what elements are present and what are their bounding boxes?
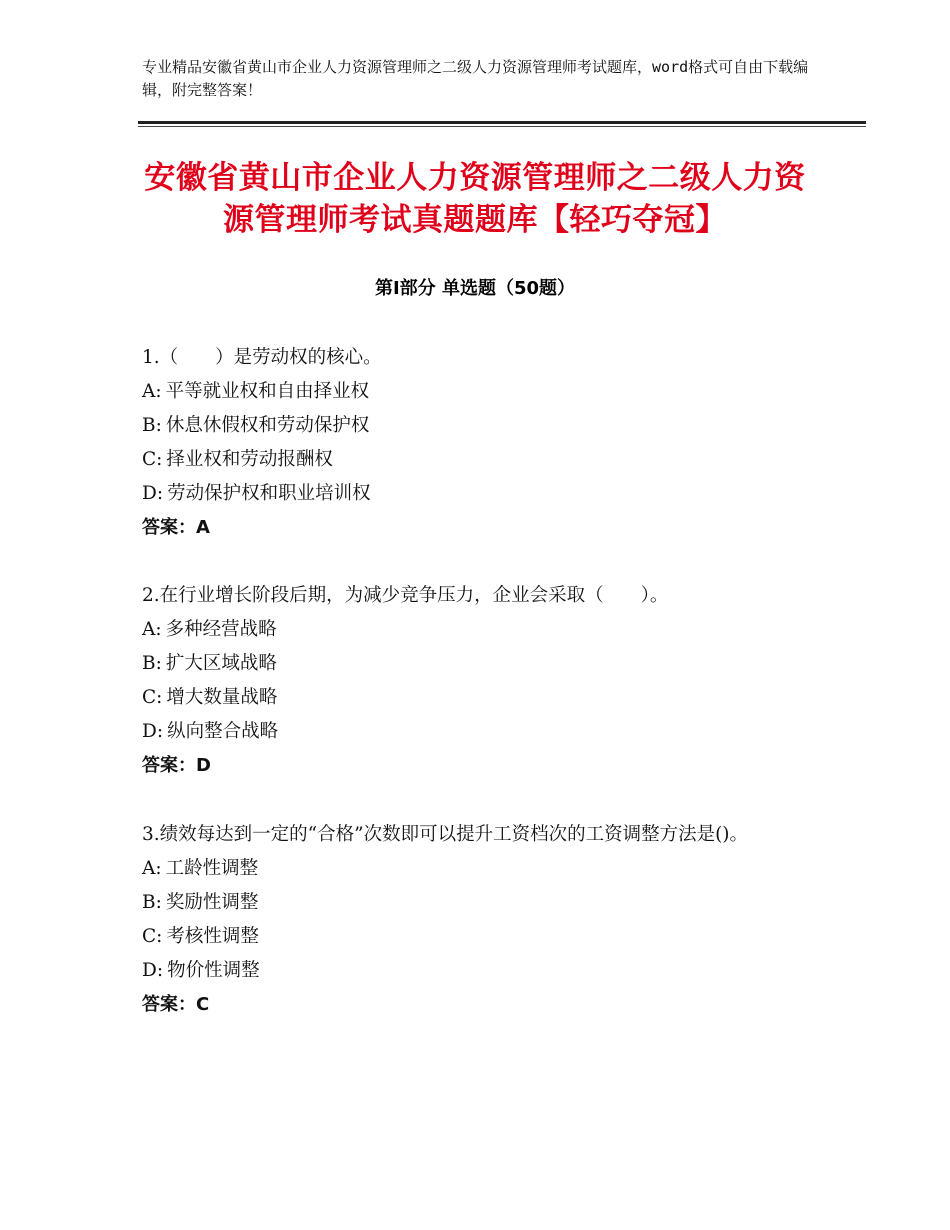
answer: 答案：D (142, 755, 211, 776)
option-text: 多种经营战略 (165, 619, 277, 640)
option-b (142, 886, 812, 920)
section-title: 第Ⅰ部分 单选题（50题） (374, 278, 575, 299)
option-text: 择业权和劳动报酬权 (166, 449, 333, 470)
option-a (142, 852, 812, 886)
option-a (142, 375, 812, 409)
option-letter: A: (142, 858, 162, 879)
option-text: 增大数量战略 (166, 687, 278, 708)
option-letter: D: (142, 721, 164, 742)
option-letter: C: (142, 926, 163, 947)
option-text: 休息休假权和劳动保护权 (165, 415, 370, 436)
option-letter: B: (142, 892, 162, 913)
document-title: 安徽省黄山市企业人力资源管理师之二级人力资源管理师考试真题题库【轻巧夺冠】 (144, 160, 806, 238)
question-stem: 3.绩效每达到一定的“合格”次数即可以提升工资档次的工资调整方法是()。 (142, 824, 749, 845)
question-3 (142, 818, 812, 1022)
option-b (142, 409, 812, 443)
option-letter: A: (142, 619, 162, 640)
option-text: 考核性调整 (166, 926, 259, 947)
option-letter: D: (142, 483, 164, 504)
header-divider-thin (138, 126, 866, 127)
option-letter: B: (142, 415, 162, 436)
header-note: 专业精品安徽省黄山市企业人力资源管理师之二级人力资源管理师考试题库，word格式可自由下载编辑，附完整答案！ (142, 58, 809, 99)
option-d (142, 715, 812, 749)
option-letter: C: (142, 449, 163, 470)
option-letter: D: (142, 960, 164, 981)
question-stem: 2.在行业增长阶段后期，为减少竞争压力，企业会采取（ ）。 (142, 585, 669, 606)
option-c (142, 443, 812, 477)
header-divider-thick (138, 121, 866, 124)
option-text: 工龄性调整 (165, 858, 259, 879)
option-text: 平等就业权和自由择业权 (165, 381, 370, 402)
answer: 答案：A (142, 517, 210, 538)
option-d (142, 954, 812, 988)
option-c (142, 920, 812, 954)
option-letter: C: (142, 687, 163, 708)
option-text: 物价性调整 (167, 960, 260, 981)
option-b (142, 647, 812, 681)
option-text: 劳动保护权和职业培训权 (167, 483, 371, 504)
option-letter: B: (142, 653, 162, 674)
option-d (142, 477, 812, 511)
option-text: 扩大区域战略 (165, 653, 277, 674)
question-1 (142, 341, 812, 545)
option-c (142, 681, 812, 715)
answer: 答案：C (142, 994, 210, 1015)
option-text: 纵向整合战略 (167, 721, 279, 742)
question-2 (142, 579, 812, 783)
question-stem: 1.（ ）是劳动权的核心。 (142, 347, 382, 368)
option-text: 奖励性调整 (165, 892, 259, 913)
option-a (142, 613, 812, 647)
option-letter: A: (142, 381, 162, 402)
